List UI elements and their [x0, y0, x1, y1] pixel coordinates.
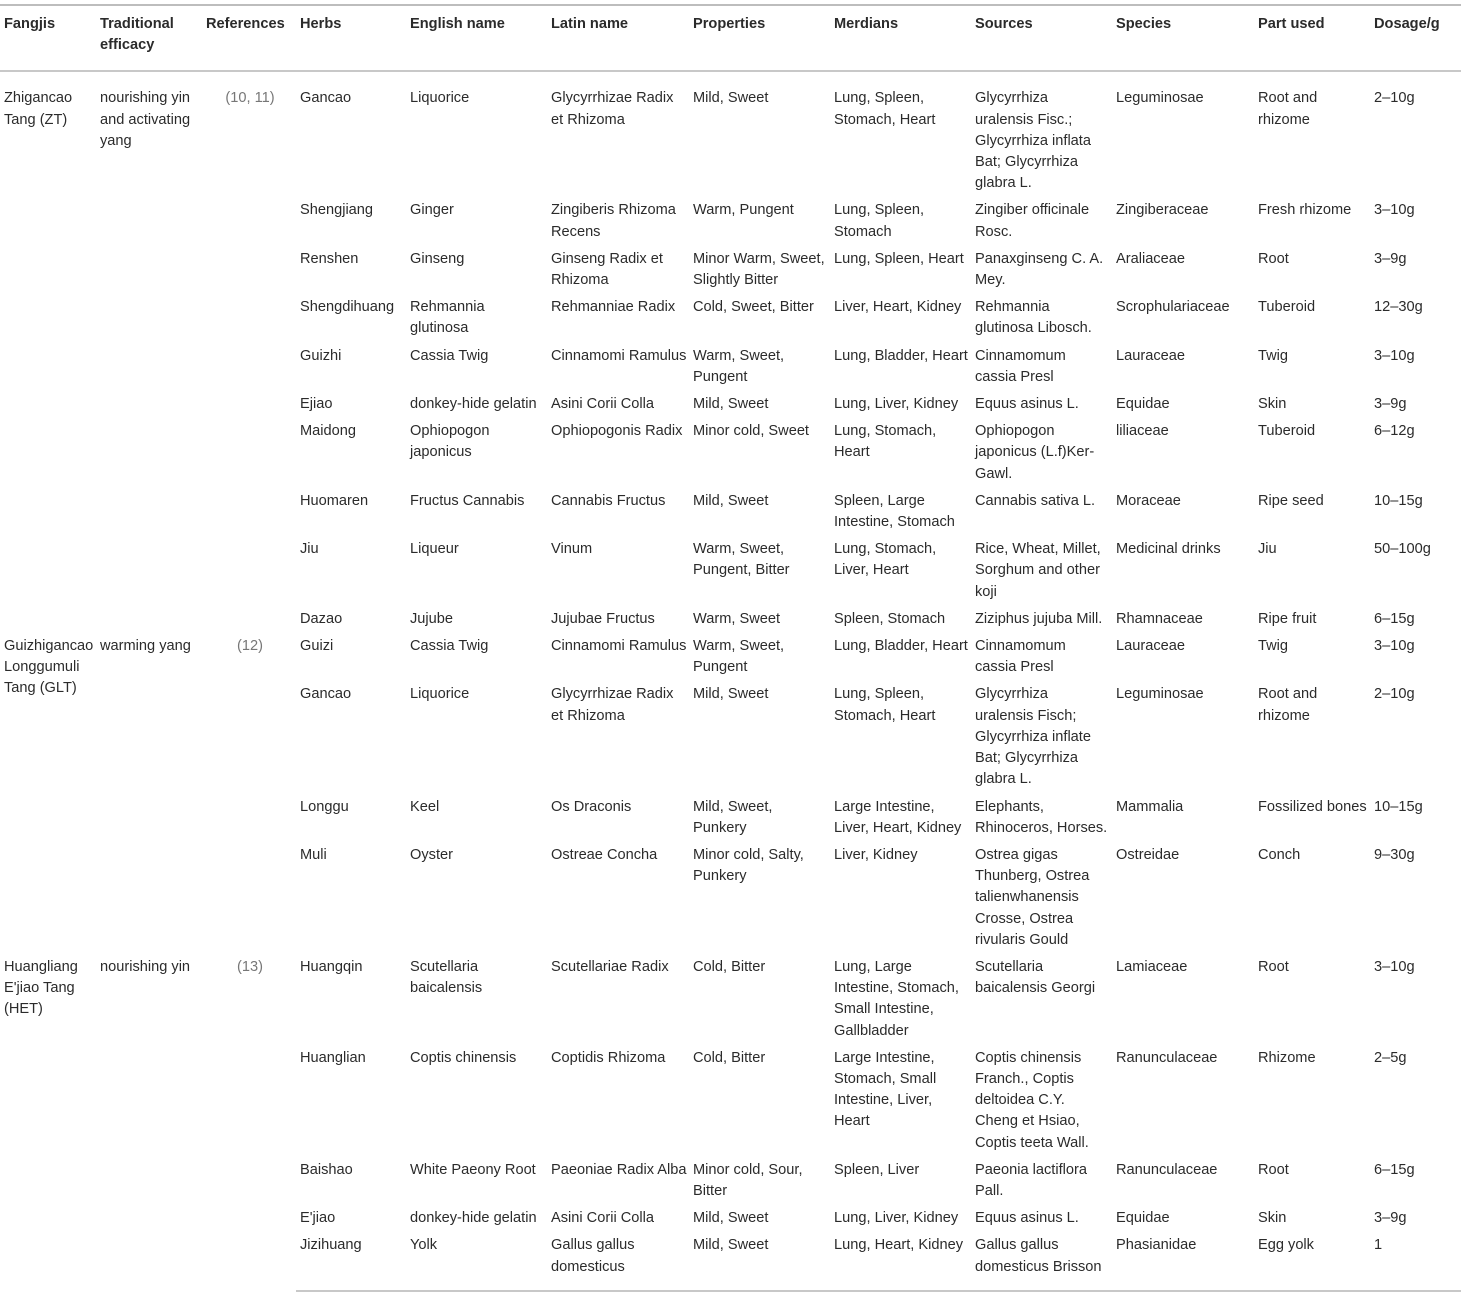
table-row	[0, 633, 1461, 681]
dosage-cell: 10–15g	[1374, 798, 1423, 815]
latin-name-cell: Zingiberis Rhizoma Recens	[551, 202, 676, 240]
traditional-efficacy: nourishing yin	[100, 958, 191, 975]
species-cell: Lauraceae	[1116, 347, 1185, 364]
sources-cell: Glycyrrhiza uralensis Fisc.; Glycyrrhiza inflata Bat; Glycyrrhiza glabra L.	[975, 90, 1091, 192]
herb-cell: Baishao	[300, 1161, 353, 1178]
species-cell: Lauraceae	[1116, 638, 1185, 655]
properties-cell: Mild, Sweet	[693, 90, 769, 107]
meridians-cell: Liver, Heart, Kidney	[834, 299, 962, 316]
latin-name-cell: Coptidis Rhizoma	[551, 1049, 666, 1066]
part-used-cell: Jiu	[1258, 541, 1277, 558]
part-used-cell: Conch	[1258, 846, 1301, 863]
properties-cell: Minor Warm, Sweet, Slightly Bitter	[693, 250, 825, 289]
dosage-cell: 6–15g	[1374, 610, 1415, 627]
part-used-cell: Skin	[1258, 1210, 1287, 1227]
table-body	[0, 71, 1461, 1290]
part-used-cell: Skin	[1258, 396, 1287, 413]
sources-cell: Zingiber officinale Rosc.	[975, 202, 1090, 240]
latin-name-cell: Asini Corii Colla	[551, 1210, 654, 1227]
properties-cell: Mild, Sweet, Punkery	[693, 798, 773, 836]
column-header: Properties	[693, 16, 766, 32]
latin-name-cell: Glycyrrhizae Radix et Rhizoma	[551, 686, 674, 724]
dosage-cell: 2–10g	[1374, 686, 1415, 703]
sources-cell: Ostrea gigas Thunberg, Ostrea talienwhanensis Crosse, Ostrea rivularis Gould	[975, 846, 1090, 948]
properties-cell: Cold, Bitter	[693, 1049, 766, 1066]
part-used-cell: Fresh rhizome	[1258, 202, 1352, 219]
column-header: Dosage/g	[1374, 16, 1440, 32]
species-cell: Equidae	[1116, 396, 1170, 413]
properties-cell: Mild, Sweet	[689, 1232, 830, 1290]
species-cell: Moraceae	[1116, 492, 1181, 509]
species-cell: Leguminosae	[1116, 90, 1204, 107]
dosage-cell: 3–9g	[1374, 1210, 1407, 1227]
english-name-cell: Coptis chinensis	[410, 1049, 517, 1066]
herb-cell: Huanglian	[300, 1049, 366, 1066]
dosage-cell: 2–5g	[1374, 1049, 1407, 1066]
sources-cell: Cinnamomum cassia Presl	[975, 638, 1066, 676]
meridians-cell: Lung, Large Intestine, Stomach, Small Intestine, Gallbladder	[834, 958, 959, 1039]
latin-name-cell: Os Draconis	[551, 798, 632, 815]
column-header: Latin name	[551, 16, 629, 32]
properties-cell: Warm, Sweet, Pungent, Bitter	[693, 541, 790, 579]
sources-cell: Coptis chinensis Franch., Coptis deltoidea C.Y. Cheng et Hsiao, Coptis teeta Wall.	[975, 1049, 1089, 1151]
sources-cell: Rehmannia glutinosa Libosch.	[975, 299, 1092, 337]
species-cell: Rhamnaceae	[1116, 610, 1203, 627]
meridians-cell: Large Intestine, Stomach, Small Intestine, Liver, Heart	[834, 1049, 937, 1130]
meridians-cell: Lung, Liver, Kidney	[834, 396, 959, 413]
fangji-name: Zhigancao Tang (ZT)	[4, 90, 73, 128]
dosage-cell: 3–10g	[1374, 638, 1415, 655]
meridians-cell: Spleen, Large Intestine, Stomach	[834, 492, 955, 531]
sources-cell: Panaxginseng C. A. Mey.	[975, 250, 1104, 289]
column-header: References	[206, 16, 285, 32]
english-name-cell: Yolk	[406, 1232, 547, 1290]
traditional-efficacy: nourishing yin and activating yang	[100, 90, 191, 149]
species-cell: liliaceae	[1116, 423, 1169, 440]
column-header: Part used	[1258, 16, 1325, 32]
english-name-cell: Jujube	[410, 610, 454, 627]
english-name-cell: Ginger	[410, 202, 454, 219]
part-used-cell: Root	[1258, 958, 1289, 975]
dosage-cell: 3–9g	[1374, 396, 1407, 413]
sources-cell: Scutellaria baicalensis Georgi	[975, 958, 1096, 997]
part-used-cell: Root	[1258, 250, 1289, 267]
herb-cell: Dazao	[300, 610, 343, 627]
herb-cell: Jizihuang	[296, 1232, 406, 1290]
dosage-cell: 10–15g	[1374, 492, 1423, 509]
dosage-cell: 3–10g	[1374, 958, 1415, 975]
herb-cell: Guizi	[300, 638, 334, 655]
sources-cell: Equus asinus L.	[975, 1210, 1079, 1227]
species-cell: Zingiberaceae	[1116, 202, 1209, 219]
herb-cell: Gancao	[300, 686, 352, 703]
properties-cell: Warm, Sweet, Pungent	[693, 638, 785, 676]
part-used-cell: Twig	[1258, 638, 1289, 655]
herb-cell: Ejiao	[300, 396, 333, 413]
english-name-cell: Cassia Twig	[410, 347, 489, 364]
references-link[interactable]: (13)	[237, 958, 263, 975]
species-cell: Equidae	[1116, 1210, 1170, 1227]
latin-name-cell: Glycyrrhizae Radix et Rhizoma	[551, 90, 674, 128]
properties-cell: Minor cold, Sour, Bitter	[693, 1161, 803, 1199]
meridians-cell: Spleen, Liver	[834, 1161, 920, 1178]
english-name-cell: donkey-hide gelatin	[410, 396, 537, 413]
dosage-cell: 3–10g	[1374, 202, 1415, 219]
latin-name-cell: Vinum	[551, 541, 593, 558]
latin-name-cell: Gallus gallus domesticus	[547, 1232, 689, 1290]
meridians-cell: Liver, Kidney	[834, 846, 918, 863]
species-cell: Ostreidae	[1116, 846, 1180, 863]
table-row	[0, 954, 1461, 1045]
part-used-cell: Root and rhizome	[1258, 686, 1318, 724]
latin-name-cell: Rehmanniae Radix	[551, 299, 676, 316]
fangji-name: Guizhigancao Longgumuli Tang (GLT)	[4, 638, 94, 697]
part-used-cell: Tuberoid	[1258, 423, 1316, 440]
properties-cell: Warm, Sweet, Pungent	[693, 347, 785, 385]
column-header: English name	[410, 16, 505, 32]
column-header: Species	[1116, 16, 1172, 32]
english-name-cell: Liqueur	[410, 541, 459, 558]
part-used-cell: Twig	[1258, 347, 1289, 364]
herb-cell: Shengjiang	[300, 202, 374, 219]
english-name-cell: Ophiopogon japonicus	[410, 423, 490, 461]
english-name-cell: Liquorice	[410, 686, 470, 703]
herb-cell: E'jiao	[300, 1210, 336, 1227]
species-cell: Medicinal drinks	[1116, 541, 1221, 558]
meridians-cell: Lung, Heart, Kidney	[830, 1232, 971, 1290]
column-header: Fangjis	[4, 16, 56, 32]
meridians-cell: Lung, Spleen, Stomach, Heart	[834, 686, 936, 724]
column-header: Merdians	[834, 16, 899, 32]
sources-cell: Equus asinus L.	[975, 396, 1079, 413]
sources-cell: Cinnamomum cassia Presl	[975, 347, 1066, 385]
species-cell: Lamiaceae	[1116, 958, 1188, 975]
fangji-name: Huangliang E'jiao Tang (HET)	[4, 958, 78, 1018]
table-row	[0, 71, 1461, 197]
latin-name-cell: Cinnamomi Ramulus	[551, 347, 687, 364]
herb-cell: Maidong	[300, 423, 356, 440]
latin-name-cell: Paeoniae Radix Alba	[551, 1161, 687, 1178]
properties-cell: Warm, Sweet	[693, 610, 781, 627]
meridians-cell: Lung, Spleen, Heart	[834, 250, 964, 267]
properties-cell: Mild, Sweet	[693, 492, 769, 509]
english-name-cell: Ginseng	[410, 250, 465, 267]
dosage-cell: 50–100g	[1374, 541, 1431, 558]
header-row	[0, 5, 1461, 71]
english-name-cell: Liquorice	[410, 90, 470, 107]
dosage-cell: 9–30g	[1374, 846, 1415, 863]
dosage-cell: 2–10g	[1374, 90, 1415, 107]
sources-cell: Glycyrrhiza uralensis Fisch; Glycyrrhiza inflate Bat; Glycyrrhiza glabra L.	[975, 686, 1091, 788]
properties-cell: Mild, Sweet	[693, 1210, 769, 1227]
sources-cell: Gallus gallus domesticus Brisson	[971, 1232, 1112, 1290]
english-name-cell: Scutellaria baicalensis	[410, 958, 483, 997]
part-used-cell: Fossilized bones	[1258, 798, 1367, 815]
herb-cell: Renshen	[300, 250, 359, 267]
herb-cell: Shengdihuang	[300, 299, 395, 316]
latin-name-cell: Jujubae Fructus	[551, 610, 655, 627]
species-cell: Araliaceae	[1116, 250, 1185, 267]
sources-cell: Ophiopogon japonicus (L.f)Ker-Gawl.	[975, 423, 1095, 482]
meridians-cell: Lung, Spleen, Stomach	[834, 202, 925, 240]
meridians-cell: Lung, Liver, Kidney	[834, 1210, 959, 1227]
english-name-cell: Cassia Twig	[410, 638, 489, 655]
part-used-cell: Root and rhizome	[1258, 90, 1318, 128]
latin-name-cell: Ginseng Radix et Rhizoma	[551, 250, 663, 289]
meridians-cell: Lung, Stomach, Liver, Heart	[834, 541, 937, 579]
herb-cell: Muli	[300, 846, 327, 863]
herb-cell: Guizhi	[300, 347, 342, 364]
latin-name-cell: Cinnamomi Ramulus	[551, 638, 687, 655]
properties-cell: Cold, Bitter	[693, 958, 766, 975]
herb-table	[0, 4, 1461, 1292]
english-name-cell: donkey-hide gelatin	[410, 1210, 537, 1227]
english-name-cell: Fructus Cannabis	[410, 492, 525, 509]
properties-cell: Warm, Pungent	[693, 202, 794, 219]
herb-cell: Huomaren	[300, 492, 369, 509]
species-cell: Scrophulariaceae	[1116, 299, 1230, 316]
dosage-cell: 6–12g	[1374, 423, 1415, 440]
column-header: Herbs	[300, 16, 342, 32]
traditional-efficacy: warming yang	[100, 638, 191, 655]
meridians-cell: Lung, Stomach, Heart	[834, 423, 937, 461]
sources-cell: Paeonia lactiflora Pall.	[975, 1161, 1087, 1199]
part-used-cell: Tuberoid	[1258, 299, 1316, 316]
sources-cell: Elephants, Rhinoceros, Horses.	[975, 798, 1108, 836]
part-used-cell: Rhizome	[1258, 1049, 1316, 1066]
column-header: Sources	[975, 16, 1033, 32]
latin-name-cell: Ophiopogonis Radix	[551, 423, 683, 440]
english-name-cell: White Paeony Root	[410, 1161, 536, 1178]
properties-cell: Minor cold, Sweet	[693, 423, 809, 440]
references-link[interactable]: (10, 11)	[225, 90, 275, 107]
meridians-cell: Large Intestine, Liver, Heart, Kidney	[834, 798, 962, 836]
english-name-cell: Rehmannia glutinosa	[410, 299, 485, 337]
references-link[interactable]: (12)	[237, 638, 263, 655]
dosage-cell: 12–30g	[1374, 299, 1423, 316]
part-used-cell: Egg yolk	[1254, 1232, 1370, 1290]
meridians-cell: Lung, Bladder, Heart	[834, 638, 968, 655]
english-name-cell: Keel	[410, 798, 440, 815]
sources-cell: Ziziphus jujuba Mill.	[975, 610, 1103, 627]
part-used-cell: Ripe fruit	[1258, 610, 1317, 627]
properties-cell: Mild, Sweet	[693, 686, 769, 703]
species-cell: Ranunculaceae	[1116, 1049, 1218, 1066]
column-header: Traditional efficacy	[100, 16, 174, 54]
sources-cell: Cannabis sativa L.	[975, 492, 1096, 509]
sources-cell: Rice, Wheat, Millet, Sorghum and other koji	[975, 541, 1101, 600]
herb-cell: Huangqin	[300, 958, 363, 975]
species-cell: Ranunculaceae	[1116, 1161, 1218, 1178]
meridians-cell: Spleen, Stomach	[834, 610, 946, 627]
latin-name-cell: Cannabis Fructus	[551, 492, 666, 509]
properties-cell: Mild, Sweet	[693, 396, 769, 413]
herb-cell: Longgu	[300, 798, 349, 815]
english-name-cell: Oyster	[410, 846, 453, 863]
meridians-cell: Lung, Bladder, Heart	[834, 347, 968, 364]
dosage-cell: 3–10g	[1374, 347, 1415, 364]
meridians-cell: Lung, Spleen, Stomach, Heart	[834, 90, 936, 128]
dosage-cell: 3–9g	[1374, 250, 1407, 267]
herb-cell: Jiu	[300, 541, 319, 558]
properties-cell: Minor cold, Salty, Punkery	[693, 846, 804, 885]
species-cell: Leguminosae	[1116, 686, 1204, 703]
herb-cell: Gancao	[300, 90, 352, 107]
dosage-cell: 6–15g	[1374, 1161, 1415, 1178]
part-used-cell: Root	[1258, 1161, 1289, 1178]
latin-name-cell: Asini Corii Colla	[551, 396, 654, 413]
species-cell: Mammalia	[1116, 798, 1184, 815]
latin-name-cell: Ostreae Concha	[551, 846, 658, 863]
latin-name-cell: Scutellariae Radix	[551, 958, 669, 975]
part-used-cell: Ripe seed	[1258, 492, 1324, 509]
species-cell: Phasianidae	[1112, 1232, 1254, 1290]
properties-cell: Cold, Sweet, Bitter	[693, 299, 814, 316]
dosage-cell: 1	[1370, 1232, 1461, 1290]
